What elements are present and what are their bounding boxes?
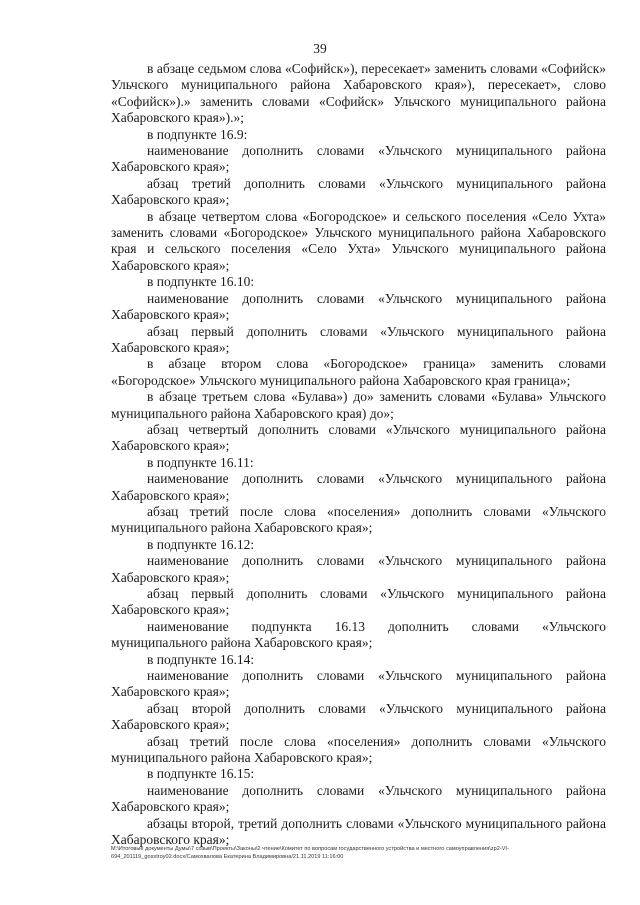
- paragraph-1: в абзаце седьмом слова «Софийск»), пересекает» заменить словами «Софийск» Ульчского муниципального района Хабаровского края»), пересекает», слово «Софийск»).» заменить словами «Софийск» Ульчского муниципального района Хабаровского края»).»;: [111, 61, 606, 126]
- paragraph-21: абзац второй дополнить словами «Ульчского муниципального района Хабаровского края»;: [111, 700, 606, 733]
- paragraph-22: абзац третий после слова «поселения» дополнить словами «Ульчского муниципального района Хабаровского края»;: [111, 733, 606, 766]
- paragraph-12: в подпункте 16.11:: [147, 454, 254, 470]
- paragraph-6: в подпункте 16.10:: [147, 274, 255, 290]
- paragraph-7: наименование дополнить словами «Ульчского муниципального района Хабаровского края»;: [111, 290, 606, 323]
- footer-path-line-1: M:\Итоговые документы Думы\7 созыв\Проекты\Законы\2 чтение\Комитет по вопросам государственного устройства и местного самоуправления\zp2-VI-: [111, 846, 509, 852]
- paragraph-11: абзац четвертый дополнить словами «Ульчского муниципального района Хабаровского края»;: [111, 421, 606, 454]
- paragraph-16: наименование дополнить словами «Ульчского муниципального района Хабаровского края»;: [111, 553, 606, 585]
- paragraph-10: в абзаце третьем слова «Булава») до» заменить словами «Булава» Ульчского муниципального района Хабаровского края) до»;: [111, 389, 606, 421]
- paragraph-17: абзац первый дополнить словами «Ульчского муниципального района Хабаровского края»;: [111, 586, 606, 618]
- paragraph-3: наименование дополнить словами «Ульчского муниципального района Хабаровского края»;: [111, 143, 606, 175]
- paragraph-9: в абзаце втором слова «Богородское» граница» заменить словами «Богородское» Ульчского муниципального района Хабаровского края граница»;: [111, 356, 606, 388]
- file-path-footer: [111, 845, 611, 861]
- paragraph-2: в подпункте 16.9:: [147, 126, 248, 142]
- paragraph-25: абзацы второй, третий дополнить словами «Ульчского муниципального района Хабаровского края»;: [111, 815, 606, 848]
- paragraph-20: наименование дополнить словами «Ульчского муниципального района Хабаровского края»;: [111, 668, 606, 700]
- paragraph-19: в подпункте 16.14:: [147, 651, 255, 667]
- page-number: 39: [313, 41, 327, 56]
- paragraph-24: наименование дополнить словами «Ульчского муниципального района Хабаровского края»;: [111, 782, 606, 815]
- paragraph-8: абзац первый дополнить словами «Ульчского муниципального района Хабаровского края»;: [111, 323, 606, 355]
- footer-path-line-2: 694_201119_gosstroy02.docx/Самохвалова Екатерина Владимировна/21.11.2019 11:16:00: [111, 854, 344, 860]
- paragraph-15: в подпункте 16.12:: [147, 536, 255, 552]
- paragraph-23: в подпункте 16.15:: [147, 766, 255, 782]
- paragraph-5: в абзаце четвертом слова «Богородское» и сельского поселения «Село Ухта» заменить словами «Богородское» Ульчского муниципального района Хабаровского края и сельского поселения «Село Ухта» Ульчского муниципального района Хабаровского края»;: [111, 208, 606, 273]
- paragraph-18: наименование подпункта 16.13 дополнить словами «Ульчского муниципального района Хабаровского края»;: [111, 618, 606, 651]
- document-body: [111, 61, 606, 849]
- paragraph-14: абзац третий после слова «поселения» дополнить словами «Ульчского муниципального района Хабаровского края»;: [111, 503, 606, 536]
- paragraph-4: абзац третий дополнить словами «Ульчского муниципального района Хабаровского края»;: [111, 175, 606, 208]
- paragraph-13: наименование дополнить словами «Ульчского муниципального района Хабаровского края»;: [111, 471, 606, 503]
